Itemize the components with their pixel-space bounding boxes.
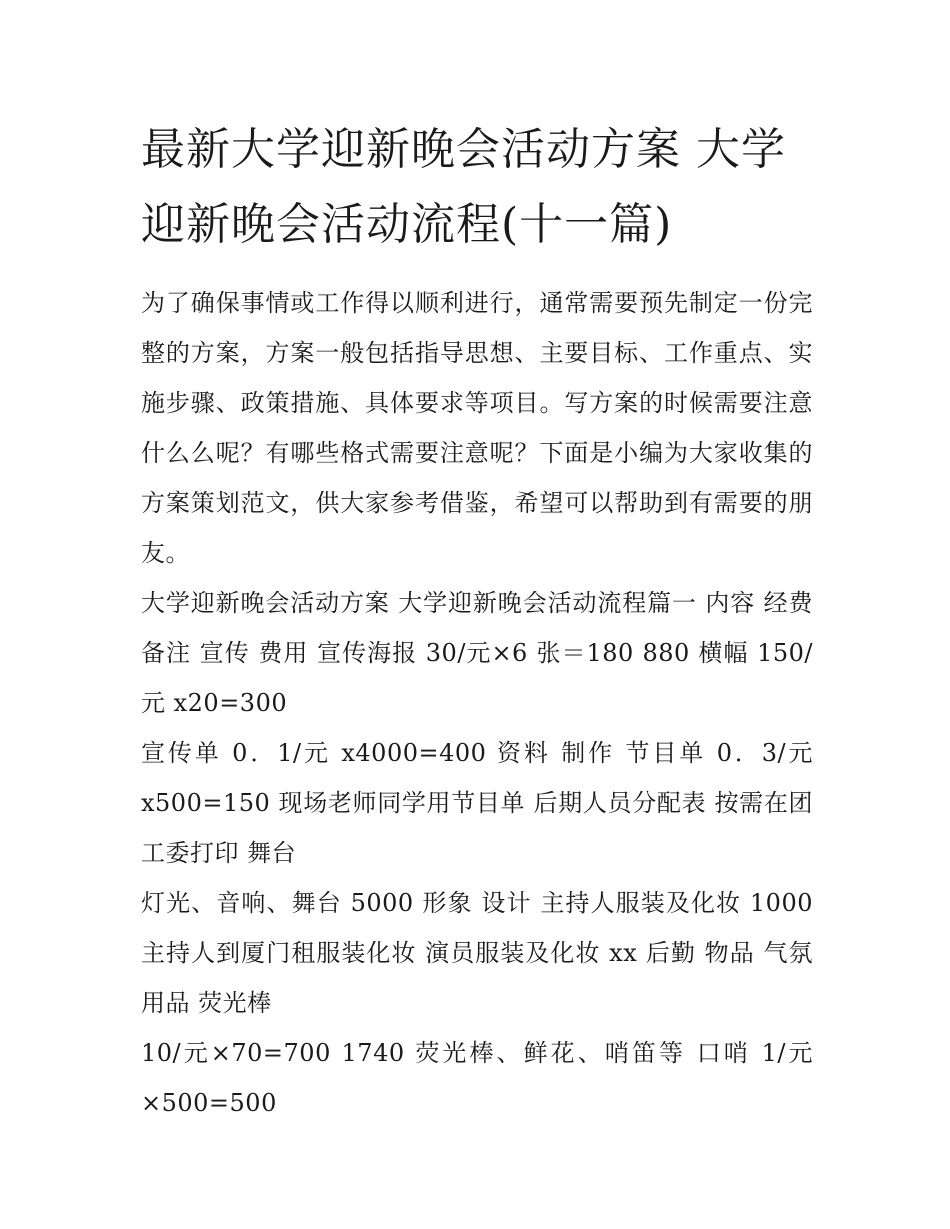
intro-paragraph: 为了确保事情或工作得以顺利进行，通常需要预先制定一份完整的方案，方案一般包括指导思想、主要目标、工作重点、实施步骤、政策措施、具体要求等项目。写方案的时候需要注意什么么呢？有哪些格式需要注意呢？下面是小编为大家收集的方案策划范文，供大家参考借鉴，希望可以帮助到有需要的朋友。 xyxy=(141,289,813,567)
body-paragraph-1: 大学迎新晚会活动方案 大学迎新晚会活动流程篇一 内容 经费 备注 宣传 费用 宣传海报 30/元×6 张＝180 880 横幅 150/元 x20=300 xyxy=(141,589,813,717)
body-paragraph-4: 10/元×70=700 1740 荧光棒、鲜花、哨笛等 口哨 1/元×500=500 xyxy=(141,1039,813,1117)
document-title: 最新大学迎新晚会活动方案 大学迎新晚会活动流程(十一篇) xyxy=(141,124,786,250)
body-paragraph-2: 宣传单 0．1/元 x4000=400 资料 制作 节目单 0．3/元 x500=150 现场老师同学用节目单 后期人员分配表 按需在团工委打印 舞台 xyxy=(141,739,813,867)
document-page xyxy=(141,112,813,1128)
body-paragraph-3: 灯光、音响、舞台 5000 形象 设计 主持人服装及化妆 1000 主持人到厦门租服装化妆 演员服装及化妆 xx 后勤 物品 气氛 用品 荧光棒 xyxy=(141,889,813,1017)
